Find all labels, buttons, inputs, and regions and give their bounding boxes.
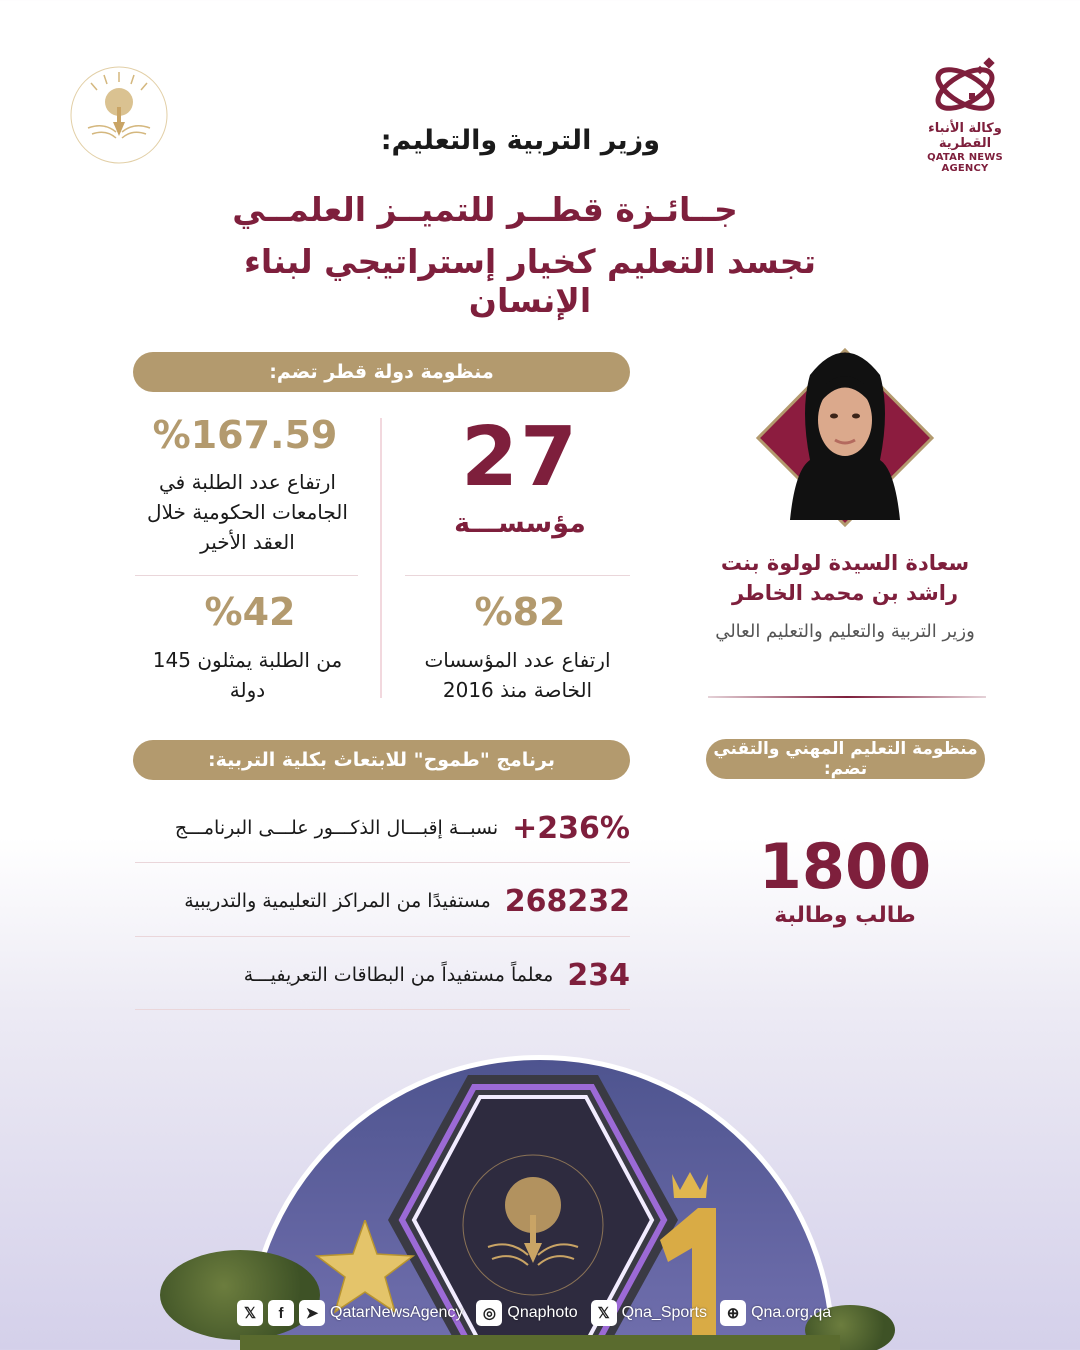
qna-emblem-icon bbox=[925, 55, 1005, 119]
program-divider bbox=[135, 862, 630, 863]
qatar-system-heading: منظومة دولة قطر تضم: bbox=[133, 352, 630, 392]
social-handle-qna-sports[interactable]: Qna_Sports bbox=[621, 1304, 708, 1321]
ground-strip bbox=[240, 1335, 840, 1350]
stat-gov-university-growth-value: %167.59 bbox=[152, 413, 338, 457]
stat-international-students-label: من الطلبة يمثلون 145 دولة bbox=[152, 648, 343, 702]
stat-international-students-value: %42 bbox=[204, 590, 296, 634]
vocational-students-label: طالب وطالبة bbox=[774, 903, 916, 928]
vocational-students-value: 1800 bbox=[758, 830, 932, 903]
program-item bbox=[135, 876, 630, 926]
vocational-system-heading: منظومة التعليم المهني والتقني تضم: bbox=[706, 739, 985, 779]
award-tree-pen-icon bbox=[66, 62, 172, 168]
tomooh-program-heading: برنامج "طموح" للابتعاث بكلية التربية: bbox=[133, 740, 630, 780]
social-handle-qnaphoto[interactable]: Qnaphoto bbox=[507, 1304, 578, 1321]
minister-role: وزير التربية والتعليم والتعليم العالي bbox=[715, 621, 975, 642]
stats-divider-left bbox=[135, 575, 358, 576]
stat-institutions-value: 27 bbox=[460, 410, 580, 505]
award-seal-logo bbox=[66, 62, 172, 168]
program-item-label: نسبــة إقبـــال الذكـــور علـــى البرنامـــج bbox=[174, 817, 499, 839]
stat-gov-university-growth-label: ارتفاع عدد الطلبة في الجامعات الحكومية خلال العقد الأخير bbox=[147, 470, 348, 554]
website-link[interactable]: Qna.org.qa bbox=[751, 1304, 832, 1321]
stat-private-institutions-label: ارتفاع عدد المؤسسات الخاصة منذ 2016 bbox=[424, 648, 611, 702]
agency-name-en: QATAR NEWS AGENCY bbox=[927, 152, 1003, 174]
instagram-icon[interactable]: ◎ bbox=[476, 1300, 502, 1326]
minister-portrait bbox=[750, 320, 940, 530]
x-icon[interactable]: 𝕏 bbox=[591, 1300, 617, 1326]
headline-title-line2: تجسد التعليم كخيار إستراتيجي لبناء الإنسان bbox=[244, 242, 816, 320]
stat-institutions-label: مؤسســـة bbox=[454, 508, 586, 539]
agency-name-ar: وكالة الأنباء القطرية bbox=[928, 121, 1002, 151]
globe-icon[interactable]: ⊕ bbox=[720, 1300, 746, 1326]
program-item-value: +236% bbox=[512, 810, 630, 846]
program-item-value: 268232 bbox=[504, 883, 630, 919]
headline-title-line1: جــائـزة قطــر للتميــز العلمــي bbox=[232, 190, 738, 229]
headline-kicker: وزير التربية والتعليم: bbox=[380, 125, 660, 156]
qna-logo bbox=[905, 55, 1025, 174]
program-item bbox=[135, 950, 630, 1000]
stat-private-institutions-value: %82 bbox=[474, 590, 566, 634]
facebook-icon[interactable]: f bbox=[268, 1300, 294, 1326]
program-divider bbox=[135, 1009, 630, 1010]
program-item-label: مستفيدًا من المراكز التعليمية والتدريبية bbox=[184, 890, 491, 912]
social-handle-qatarnewsagency[interactable]: QatarNewsAgency bbox=[330, 1304, 464, 1321]
social-links-bar bbox=[237, 1298, 839, 1328]
telegram-icon[interactable]: ➤ bbox=[299, 1300, 325, 1326]
stats-vertical-divider bbox=[380, 418, 382, 698]
minister-divider bbox=[708, 696, 986, 698]
stats-divider-right bbox=[405, 575, 630, 576]
program-divider bbox=[135, 936, 630, 937]
minister-name: سعادة السيدة لولوة بنت راشد بن محمد الخاطر bbox=[720, 551, 970, 605]
program-item-label: معلماً مستفيداً من البطاقات التعريفيـــة bbox=[243, 964, 554, 986]
program-item bbox=[135, 803, 630, 853]
x-icon[interactable]: 𝕏 bbox=[237, 1300, 263, 1326]
program-item-value: 234 bbox=[567, 957, 630, 993]
